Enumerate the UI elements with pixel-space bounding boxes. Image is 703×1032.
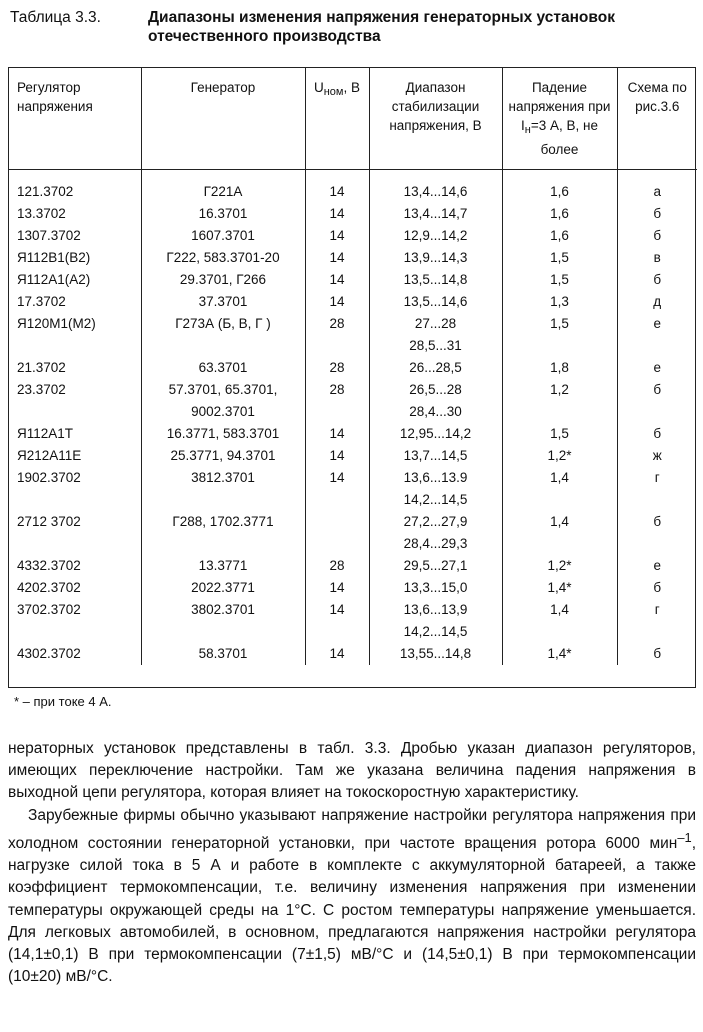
- cell-range: 13,3...15,0: [369, 577, 502, 599]
- table-row: [9, 423, 697, 445]
- cell-generator: 3812.3701: [141, 467, 305, 489]
- table-body: [9, 169, 697, 665]
- header-drop-post: =3 А, В, не более: [530, 118, 598, 157]
- cell-scheme: б: [617, 269, 697, 291]
- cell-drop: 1,5: [502, 247, 617, 269]
- cell-regulator: Я112В1(В2): [17, 249, 91, 265]
- cell-unom: 14: [305, 291, 369, 313]
- paragraph-2-superscript: –1: [677, 829, 692, 845]
- table-row: [9, 225, 697, 247]
- cell-drop: 1,6: [502, 203, 617, 225]
- cell-unom: [305, 533, 369, 555]
- table-row: [9, 291, 697, 313]
- header-drop: [502, 68, 617, 169]
- cell-unom: [305, 401, 369, 423]
- table-row: [9, 577, 697, 599]
- cell-drop: 1,4*: [502, 643, 617, 665]
- paragraph-2: [8, 805, 696, 989]
- cell-range: 14,2...14,5: [369, 489, 502, 511]
- cell-generator: 25.3771, 94.3701: [141, 445, 305, 467]
- cell-regulator: [9, 401, 141, 423]
- cell-scheme: г: [617, 467, 697, 489]
- table-number: Таблица 3.3.: [10, 9, 101, 26]
- cell-unom: [305, 489, 369, 511]
- cell-range: 28,5...31: [369, 335, 502, 357]
- cell-scheme: е: [617, 313, 697, 335]
- cell-generator: [141, 335, 305, 357]
- cell-regulator: 13.3702: [17, 205, 66, 221]
- table-header-row: [9, 68, 697, 169]
- cell-range: 13,55...14,8: [369, 643, 502, 665]
- cell-unom: 14: [305, 423, 369, 445]
- cell-regulator: 3702.3702: [17, 601, 81, 617]
- cell-generator: [141, 533, 305, 555]
- cell-scheme: ж: [617, 445, 697, 467]
- cell-range: 13,5...14,6: [369, 291, 502, 313]
- header-drop-pre: Падение напряжения при I: [508, 80, 611, 133]
- cell-generator: 58.3701: [141, 643, 305, 665]
- cell-unom: 28: [305, 379, 369, 401]
- cell-range: 26...28,5: [369, 357, 502, 379]
- table-row: [9, 379, 697, 401]
- cell-drop: 1,4: [502, 511, 617, 533]
- cell-scheme: д: [617, 291, 697, 313]
- cell-regulator: 4302.3702: [17, 645, 81, 661]
- cell-drop: [502, 335, 617, 357]
- cell-regulator: 121.3702: [17, 183, 74, 199]
- table-row: [9, 401, 697, 423]
- cell-scheme: б: [617, 203, 697, 225]
- cell-unom: 28: [305, 357, 369, 379]
- header-regulator: Регулятор напряжения: [9, 68, 141, 169]
- cell-generator: 37.3701: [141, 291, 305, 313]
- header-scheme: Схема по рис.3.6: [617, 68, 697, 169]
- cell-drop: 1,4*: [502, 577, 617, 599]
- header-unom-unit: , В: [343, 80, 361, 95]
- cell-generator: 57.3701, 65.3701,: [141, 379, 305, 401]
- header-unom-sub: ном: [323, 86, 344, 98]
- cell-regulator: [9, 621, 141, 643]
- cell-drop: 1,4: [502, 467, 617, 489]
- table-row: [9, 357, 697, 379]
- cell-scheme: б: [617, 511, 697, 533]
- cell-scheme: е: [617, 357, 697, 379]
- table-row: [9, 269, 697, 291]
- cell-regulator: 21.3702: [17, 359, 66, 375]
- cell-range: 13,6...13,9: [369, 599, 502, 621]
- cell-drop: 1,5: [502, 269, 617, 291]
- cell-generator: Г273А (Б, В, Г ): [141, 313, 305, 335]
- cell-range: 28,4...29,3: [369, 533, 502, 555]
- paragraph-2-part-b: , нагрузке силой тока в 5 А и работе в комплекте с аккумуляторной батареей, а также коэффициент термокомпенсации, т.е. величину изменения напряжения при изменении температуры окружающей среды на 1°С. С ростом температуры напряжение уменьшается. Для легковых автомобилей, в основном, предлагаются напряжения настройки регулятора (14,1±0,1) В при термокомпенсации (7±1,5) мВ/°С и (14,5±0,1) В при термокомпенсации (10±20) мВ/°С.: [8, 834, 696, 986]
- cell-regulator: [9, 533, 141, 555]
- table-row: [9, 247, 697, 269]
- cell-unom: 14: [305, 269, 369, 291]
- cell-drop: [502, 621, 617, 643]
- cell-scheme: в: [617, 247, 697, 269]
- cell-drop: [502, 533, 617, 555]
- cell-scheme: б: [617, 577, 697, 599]
- cell-range: 12,9...14,2: [369, 225, 502, 247]
- cell-unom: [305, 335, 369, 357]
- cell-range: 13,4...14,7: [369, 203, 502, 225]
- cell-generator: 63.3701: [141, 357, 305, 379]
- paragraph-2-part-a: Зарубежные фирмы обычно указывают напряжение настройки регулятора напряжения при холодном состоянии генераторной установки, при частоте вращения ротора 6000 мин: [8, 806, 696, 852]
- cell-regulator: Я120М1(М2): [17, 315, 96, 331]
- cell-unom: 28: [305, 313, 369, 335]
- table-row: [9, 621, 697, 643]
- cell-range: 12,95...14,2: [369, 423, 502, 445]
- cell-range: 14,2...14,5: [369, 621, 502, 643]
- cell-generator: 1607.3701: [141, 225, 305, 247]
- cell-scheme: б: [617, 379, 697, 401]
- table-caption: [10, 8, 700, 46]
- cell-unom: [305, 621, 369, 643]
- cell-scheme: [617, 335, 697, 357]
- table-row: [9, 599, 697, 621]
- cell-range: 13,9...14,3: [369, 247, 502, 269]
- header-drop-sub: н: [524, 124, 531, 136]
- cell-drop: 1,2*: [502, 445, 617, 467]
- cell-unom: 14: [305, 467, 369, 489]
- cell-scheme: [617, 621, 697, 643]
- cell-scheme: [617, 489, 697, 511]
- cell-regulator: 23.3702: [17, 381, 66, 397]
- table-row: [9, 489, 697, 511]
- cell-unom: 14: [305, 643, 369, 665]
- footnote: * – при токе 4 А.: [14, 694, 112, 709]
- table-row: [9, 203, 697, 225]
- table-row: [9, 467, 697, 489]
- cell-range: 13,6...13.9: [369, 467, 502, 489]
- cell-scheme: [617, 401, 697, 423]
- cell-generator: 2022.3771: [141, 577, 305, 599]
- cell-unom: 14: [305, 203, 369, 225]
- cell-regulator: Я112А1(А2): [17, 271, 91, 287]
- table-row: [9, 445, 697, 467]
- cell-range: 13,7...14,5: [369, 445, 502, 467]
- cell-unom: 14: [305, 445, 369, 467]
- table-row: [9, 335, 697, 357]
- cell-unom: 14: [305, 577, 369, 599]
- cell-drop: 1,6: [502, 169, 617, 203]
- cell-drop: 1,3: [502, 291, 617, 313]
- cell-regulator: 1902.3702: [17, 469, 81, 485]
- cell-range: 27,2...27,9: [369, 511, 502, 533]
- cell-generator: 9002.3701: [141, 401, 305, 423]
- cell-generator: 13.3771: [141, 555, 305, 577]
- header-generator: Генератор: [141, 68, 305, 169]
- cell-drop: 1,2: [502, 379, 617, 401]
- table-row: [9, 533, 697, 555]
- table-row: [9, 169, 697, 203]
- cell-generator: [141, 621, 305, 643]
- cell-regulator: 17.3702: [17, 293, 66, 309]
- cell-regulator: [9, 489, 141, 511]
- cell-unom: [305, 511, 369, 533]
- cell-drop: 1,6: [502, 225, 617, 247]
- cell-regulator: 4202.3702: [17, 579, 81, 595]
- cell-drop: [502, 489, 617, 511]
- table-title: Диапазоны изменения напряжения генераторных установок отечественного производства: [148, 9, 615, 45]
- cell-regulator: [9, 335, 141, 357]
- cell-drop: 1,5: [502, 313, 617, 335]
- voltage-table: [8, 67, 696, 688]
- cell-generator: Г222, 583.3701-20: [141, 247, 305, 269]
- cell-range: 13,4...14,6: [369, 169, 502, 203]
- cell-generator: 3802.3701: [141, 599, 305, 621]
- cell-generator: Г221А: [141, 169, 305, 203]
- cell-unom: 14: [305, 247, 369, 269]
- cell-regulator: 1307.3702: [17, 227, 81, 243]
- cell-drop: 1,5: [502, 423, 617, 445]
- cell-scheme: [617, 533, 697, 555]
- cell-regulator: Я212А11Е: [17, 447, 82, 463]
- cell-scheme: г: [617, 599, 697, 621]
- cell-range: 27...28: [369, 313, 502, 335]
- cell-scheme: б: [617, 225, 697, 247]
- cell-unom: 14: [305, 169, 369, 203]
- cell-regulator: Я112А1Т: [17, 425, 74, 441]
- cell-scheme: а: [617, 169, 697, 203]
- cell-range: 29,5...27,1: [369, 555, 502, 577]
- header-unom-main: U: [313, 80, 324, 95]
- cell-generator: 16.3771, 583.3701: [141, 423, 305, 445]
- cell-range: 26,5...28: [369, 379, 502, 401]
- cell-drop: 1,8: [502, 357, 617, 379]
- paragraph-1: нераторных установок представлены в табл. 3.3. Дробью указан диапазон регуляторов, имеющих переключение настройки. Там же указана величина падения напряжения в выходной цепи регулятора, которая влияет на токоскоростную характеристику.: [8, 740, 696, 802]
- cell-range: 13,5...14,8: [369, 269, 502, 291]
- table-row: [9, 555, 697, 577]
- cell-regulator: 4332.3702: [17, 557, 81, 573]
- table-row: [9, 511, 697, 533]
- cell-regulator: 2712 3702: [17, 513, 81, 529]
- cell-generator: 29.3701, Г266: [141, 269, 305, 291]
- cell-range: 28,4...30: [369, 401, 502, 423]
- table-row: [9, 643, 697, 665]
- cell-scheme: е: [617, 555, 697, 577]
- cell-unom: 14: [305, 225, 369, 247]
- table-row: [9, 313, 697, 335]
- header-range: Диапазон стабилизации напряжения, В: [369, 68, 502, 169]
- header-unom: [305, 68, 369, 169]
- cell-scheme: б: [617, 423, 697, 445]
- cell-drop: 1,2*: [502, 555, 617, 577]
- cell-scheme: б: [617, 643, 697, 665]
- cell-drop: 1,4: [502, 599, 617, 621]
- cell-drop: [502, 401, 617, 423]
- body-text: [8, 738, 696, 988]
- cell-generator: [141, 489, 305, 511]
- cell-unom: 28: [305, 555, 369, 577]
- cell-generator: 16.3701: [141, 203, 305, 225]
- cell-generator: Г288, 1702.3771: [141, 511, 305, 533]
- cell-unom: 14: [305, 599, 369, 621]
